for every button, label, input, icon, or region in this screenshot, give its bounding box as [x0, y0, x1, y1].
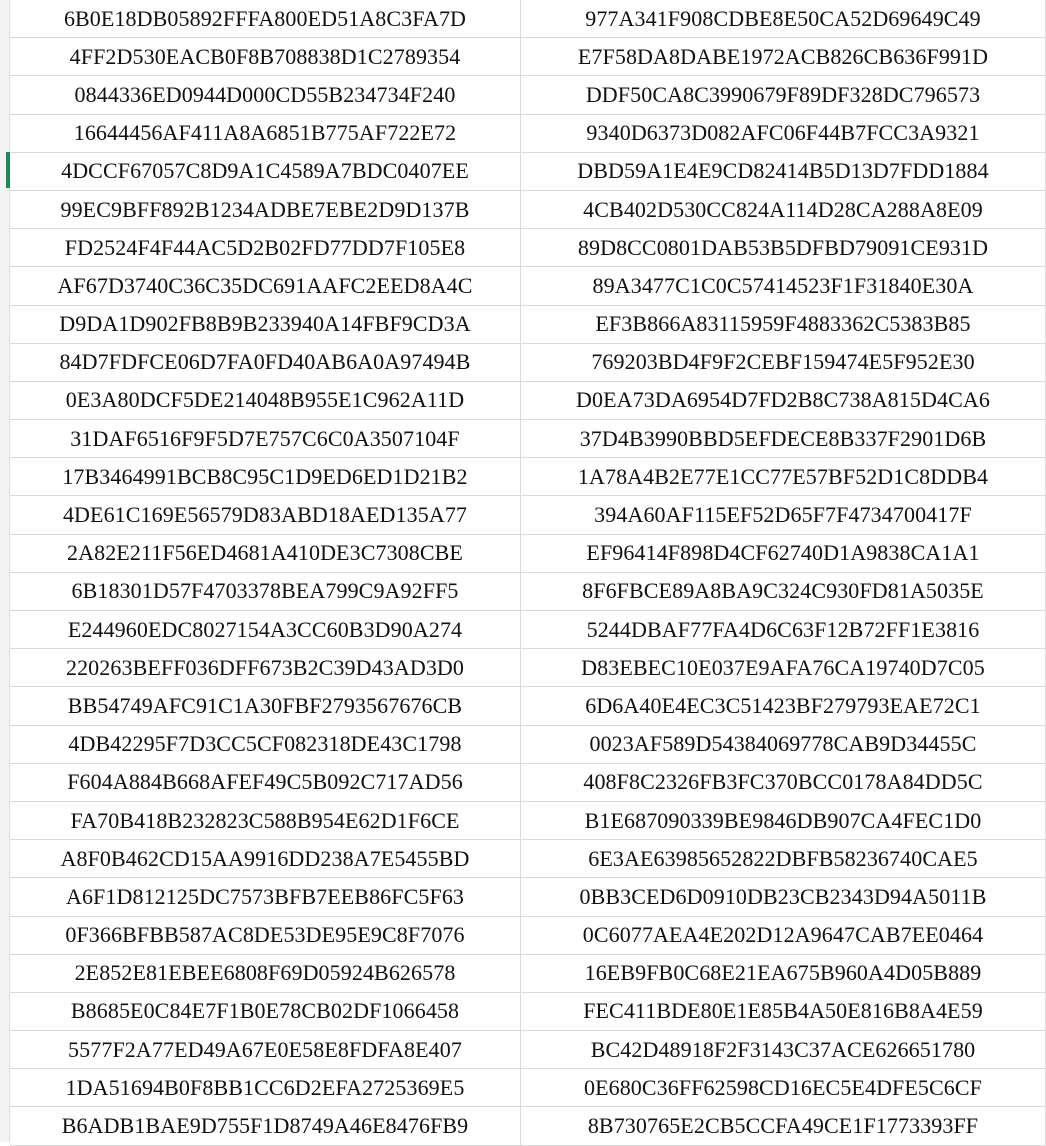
cell-column-b[interactable]: 408F8C2326FB3FC370BCC0178A84DD5C — [521, 764, 1046, 801]
cell-column-b[interactable]: DDF50CA8C3990679F89DF328DC796573 — [521, 76, 1046, 113]
table-row — [10, 726, 1046, 764]
cell-column-b[interactable]: 16EB9FB0C68E21EA675B960A4D05B889 — [521, 955, 1046, 992]
cell-column-a[interactable]: A6F1D812125DC7573BFB7EEB86FC5F63 — [10, 878, 521, 915]
table-row — [10, 955, 1046, 993]
table-row — [10, 0, 1046, 38]
cell-column-b[interactable]: 0023AF589D54384069778CAB9D34455C — [521, 726, 1046, 763]
cell-column-b[interactable]: FEC411BDE80E1E85B4A50E816B8A4E59 — [521, 993, 1046, 1030]
cell-column-b[interactable]: 89A3477C1C0C57414523F1F31840E30A — [521, 267, 1046, 304]
table-row — [10, 878, 1046, 916]
cell-column-b[interactable]: DBD59A1E4E9CD82414B5D13D7FDD1884 — [521, 153, 1046, 190]
cell-column-a[interactable]: E244960EDC8027154A3CC60B3D90A274 — [10, 611, 521, 648]
cell-column-a[interactable]: 2A82E211F56ED4681A410DE3C7308CBE — [10, 535, 521, 572]
table-row — [10, 649, 1046, 687]
table-row — [10, 153, 1046, 191]
cell-column-b[interactable]: 9340D6373D082AFC06F44B7FCC3A9321 — [521, 115, 1046, 152]
cell-column-a[interactable]: 4DCCF67057C8D9A1C4589A7BDC0407EE — [10, 153, 521, 190]
cell-column-a[interactable]: AF67D3740C36C35DC691AAFC2EED8A4C — [10, 267, 521, 304]
cell-column-b[interactable]: B1E687090339BE9846DB907CA4FEC1D0 — [521, 802, 1046, 839]
table-row — [10, 840, 1046, 878]
cell-column-b[interactable]: 394A60AF115EF52D65F7F4734700417F — [521, 496, 1046, 533]
cell-column-b[interactable]: EF3B866A83115959F4883362C5383B85 — [521, 306, 1046, 343]
table-row — [10, 191, 1046, 229]
table-row — [10, 764, 1046, 802]
cell-column-a[interactable]: 99EC9BFF892B1234ADBE7EBE2D9D137B — [10, 191, 521, 228]
cell-column-b[interactable]: 8B730765E2CB5CCFA49CE1F1773393FF — [521, 1107, 1046, 1144]
cell-column-a[interactable]: B8685E0C84E7F1B0E78CB02DF1066458 — [10, 993, 521, 1030]
cell-column-a[interactable]: 0F366BFBB587AC8DE53DE95E9C8F7076 — [10, 917, 521, 954]
cell-column-b[interactable]: 4CB402D530CC824A114D28CA288A8E09 — [521, 191, 1046, 228]
cell-column-a[interactable]: 0844336ED0944D000CD55B234734F240 — [10, 76, 521, 113]
cell-column-b[interactable]: EF96414F898D4CF62740D1A9838CA1A1 — [521, 535, 1046, 572]
cell-column-b[interactable]: 5244DBAF77FA4D6C63F12B72FF1E3816 — [521, 611, 1046, 648]
table-row — [10, 573, 1046, 611]
cell-column-b[interactable]: D83EBEC10E037E9AFA76CA19740D7C05 — [521, 649, 1046, 686]
cell-column-b[interactable]: 37D4B3990BBD5EFDECE8B337F2901D6B — [521, 420, 1046, 457]
table-row — [10, 344, 1046, 382]
cell-column-a[interactable]: D9DA1D902FB8B9B233940A14FBF9CD3A — [10, 306, 521, 343]
table-row — [10, 917, 1046, 955]
table-row — [10, 306, 1046, 344]
cell-column-a[interactable]: 17B3464991BCB8C95C1D9ED6ED1D21B2 — [10, 458, 521, 495]
cell-column-a[interactable]: 5577F2A77ED49A67E0E58E8FDFA8E407 — [10, 1031, 521, 1068]
table-row — [10, 115, 1046, 153]
cell-column-b[interactable]: 6D6A40E4EC3C51423BF279793EAE72C1 — [521, 687, 1046, 724]
cell-column-a[interactable]: BB54749AFC91C1A30FBF2793567676CB — [10, 687, 521, 724]
cell-column-b[interactable]: 1A78A4B2E77E1CC77E57BF52D1C8DDB4 — [521, 458, 1046, 495]
table-row — [10, 496, 1046, 534]
table-row — [10, 687, 1046, 725]
cell-column-a[interactable]: F604A884B668AFEF49C5B092C717AD56 — [10, 764, 521, 801]
cell-column-a[interactable]: 6B0E18DB05892FFFA800ED51A8C3FA7D — [10, 0, 521, 37]
cell-column-a[interactable]: A8F0B462CD15AA9916DD238A7E5455BD — [10, 840, 521, 877]
table-row — [10, 267, 1046, 305]
cell-column-a[interactable]: 4DB42295F7D3CC5CF082318DE43C1798 — [10, 726, 521, 763]
cell-column-a[interactable]: 16644456AF411A8A6851B775AF722E72 — [10, 115, 521, 152]
cell-column-a[interactable]: 0E3A80DCF5DE214048B955E1C962A11D — [10, 382, 521, 419]
table-row — [10, 229, 1046, 267]
cell-column-a[interactable]: B6ADB1BAE9D755F1D8749A46E8476FB9 — [10, 1107, 521, 1144]
cell-column-a[interactable]: 1DA51694B0F8BB1CC6D2EFA2725369E5 — [10, 1069, 521, 1106]
cell-column-a[interactable]: 4DE61C169E56579D83ABD18AED135A77 — [10, 496, 521, 533]
cell-column-a[interactable]: 4FF2D530EACB0F8B708838D1C2789354 — [10, 38, 521, 75]
table-row — [10, 76, 1046, 114]
cell-column-a[interactable]: 6B18301D57F4703378BEA799C9A92FF5 — [10, 573, 521, 610]
table-row — [10, 993, 1046, 1031]
table-row — [10, 1107, 1046, 1145]
table-row — [10, 535, 1046, 573]
cell-column-b[interactable]: 0BB3CED6D0910DB23CB2343D94A5011B — [521, 878, 1046, 915]
cell-column-b[interactable]: 8F6FBCE89A8BA9C324C930FD81A5035E — [521, 573, 1046, 610]
table-row — [10, 420, 1046, 458]
cell-column-b[interactable]: BC42D48918F2F3143C37ACE626651780 — [521, 1031, 1046, 1068]
cell-column-b[interactable]: 89D8CC0801DAB53B5DFBD79091CE931D — [521, 229, 1046, 266]
cell-column-b[interactable]: 977A341F908CDBE8E50CA52D69649C49 — [521, 0, 1046, 37]
table-row — [10, 382, 1046, 420]
cell-column-a[interactable]: 220263BEFF036DFF673B2C39D43AD3D0 — [10, 649, 521, 686]
cell-column-b[interactable]: 769203BD4F9F2CEBF159474E5F952E30 — [521, 344, 1046, 381]
cell-column-a[interactable]: 31DAF6516F9F5D7E757C6C0A3507104F — [10, 420, 521, 457]
cell-column-b[interactable]: D0EA73DA6954D7FD2B8C738A815D4CA6 — [521, 382, 1046, 419]
cell-column-a[interactable]: FD2524F4F44AC5D2B02FD77DD7F105E8 — [10, 229, 521, 266]
cell-column-a[interactable]: 84D7FDFCE06D7FA0FD40AB6A0A97494B — [10, 344, 521, 381]
cell-column-a[interactable]: 2E852E81EBEE6808F69D05924B626578 — [10, 955, 521, 992]
table-row — [10, 1031, 1046, 1069]
table-row — [10, 802, 1046, 840]
cell-column-a[interactable]: FA70B418B232823C588B954E62D1F6CE — [10, 802, 521, 839]
cell-column-b[interactable]: 0C6077AEA4E202D12A9647CAB7EE0464 — [521, 917, 1046, 954]
cell-grid — [10, 0, 1046, 1146]
table-row — [10, 611, 1046, 649]
table-row — [10, 1069, 1046, 1107]
cell-column-b[interactable]: 6E3AE63985652822DBFB58236740CAE5 — [521, 840, 1046, 877]
table-row — [10, 38, 1046, 76]
cell-column-b[interactable]: E7F58DA8DABE1972ACB826CB636F991D — [521, 38, 1046, 75]
table-row — [10, 458, 1046, 496]
cell-column-b[interactable]: 0E680C36FF62598CD16EC5E4DFE5C6CF — [521, 1069, 1046, 1106]
